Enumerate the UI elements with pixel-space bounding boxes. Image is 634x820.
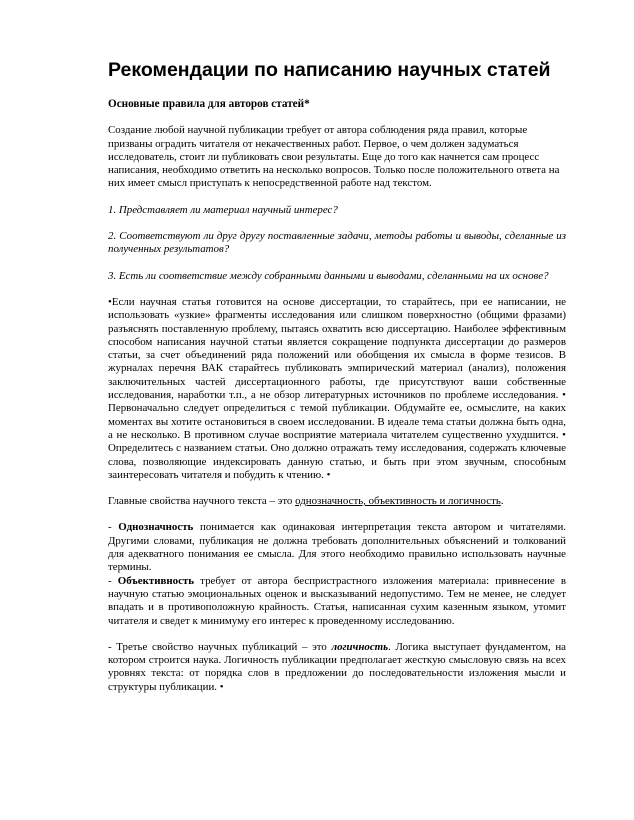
properties-list: однозначность, объективность и логичность bbox=[295, 495, 501, 508]
recommendations-paragraph: •Если научная статья готовится на основе диссертации, то старайтесь, при ее написании, не использовать «узкие» фрагменты исследования или слишком поверхностно (общими фразами) разъяснять поставленную проблему, пытаясь охватить всю диссертацию. Наиболее эффективным способом написания научной статьи является сокращение подпункта диссертации до размеров статьи, за счет объединений ряда положений или обобщения их смысла в форме тезисов. В журналах перечня ВАК старайтесь публиковать эмпирический материал (анализ), положения заключительных частей диссертационного работы, где присутствуют ваши собственные исследования, наработки т.п., а не обзор литературных источников по проблеме исследования. • Первоначально следует определиться с темой публикации. Обдумайте ее, осмыслите, на каких моментах вы хотите остановиться в своем исследовании. В идеале тема статьи должна быть одна, а не несколько. В противном случае восприятие материала читателем существенно ухудшится. • Определитесь с названием статьи. Оно должно отражать тему исследования, содержать ключевые слова, позволяющие индексировать данную статью, и быть при этом звучным, способным заинтересовать читателя и побудить к чтению. • bbox=[108, 295, 566, 481]
section-subtitle: Основные правила для авторов статей* bbox=[108, 98, 310, 110]
logic-text: . Логика выступает фундаментом, на котором строится наука. Логичность публикации предполагает жесткую смысловую связь на всех уровнях текста: от порядка слов в предложении до последовательности изложения мысли и структуры публикации. • bbox=[108, 640, 567, 693]
properties-paragraph bbox=[108, 495, 566, 508]
logic-term: логичность bbox=[331, 640, 389, 653]
unambiguity-dash: - bbox=[108, 521, 119, 534]
question-1: 1. Представляет ли материал научный интерес? bbox=[108, 203, 338, 216]
objectivity-term: Объективность bbox=[117, 574, 195, 587]
question-2: 2. Соответствуют ли друг другу поставленные задачи, методы работы и выводы, сделанные из полученных результатов? bbox=[108, 230, 566, 256]
properties-suffix: . bbox=[500, 495, 504, 508]
properties-prefix: Главные свойства научного текста – это bbox=[108, 495, 296, 508]
unambiguity-paragraph bbox=[108, 521, 566, 574]
page-title: Рекомендации по написанию научных статей bbox=[108, 59, 551, 81]
objectivity-paragraph bbox=[108, 575, 566, 628]
question-3: 3. Есть ли соответствие между собранными данными и выводами, сделанными на их основе? bbox=[108, 269, 549, 282]
unambiguity-term: Однозначность bbox=[118, 521, 194, 534]
intro-paragraph: Создание любой научной публикации требует от автора соблюдения ряда правил, которые призваны оградить читателя от некачественных работ. Первое, о чем должен задуматься исследователь, стоит ли публиковать свои результаты. Еще до того как начнется сам процесс написания, необходимо ответить на несколько вопросов. Только после положительного ответа на них имеет смысл приступать к непосредственной работе над текстом. bbox=[108, 124, 560, 190]
logic-prefix: - Третье свойство научных публикаций – это bbox=[108, 640, 332, 653]
objectivity-dash: - bbox=[108, 574, 118, 587]
objectivity-text: требует от автора беспристрастного изложения материала: привнесение в научную статью эмоциональных оценок и высказываний недопустимо. Тем не менее, не следует впадать и в противоположную крайность. Статья, написанная сухим казенным языком, утомит читателя и сведет к минимуму его интерес к проведенному исследованию. bbox=[108, 574, 567, 627]
unambiguity-text: понимается как одинаковая интерпретация текста автором и читателями. Другими словами, публикация не должна требовать дополнительных объяснений и толкований для адекватного понимания ее смысла. Для этого необходимо правильно использовать научные термины. bbox=[108, 521, 566, 574]
logic-paragraph bbox=[108, 641, 566, 694]
